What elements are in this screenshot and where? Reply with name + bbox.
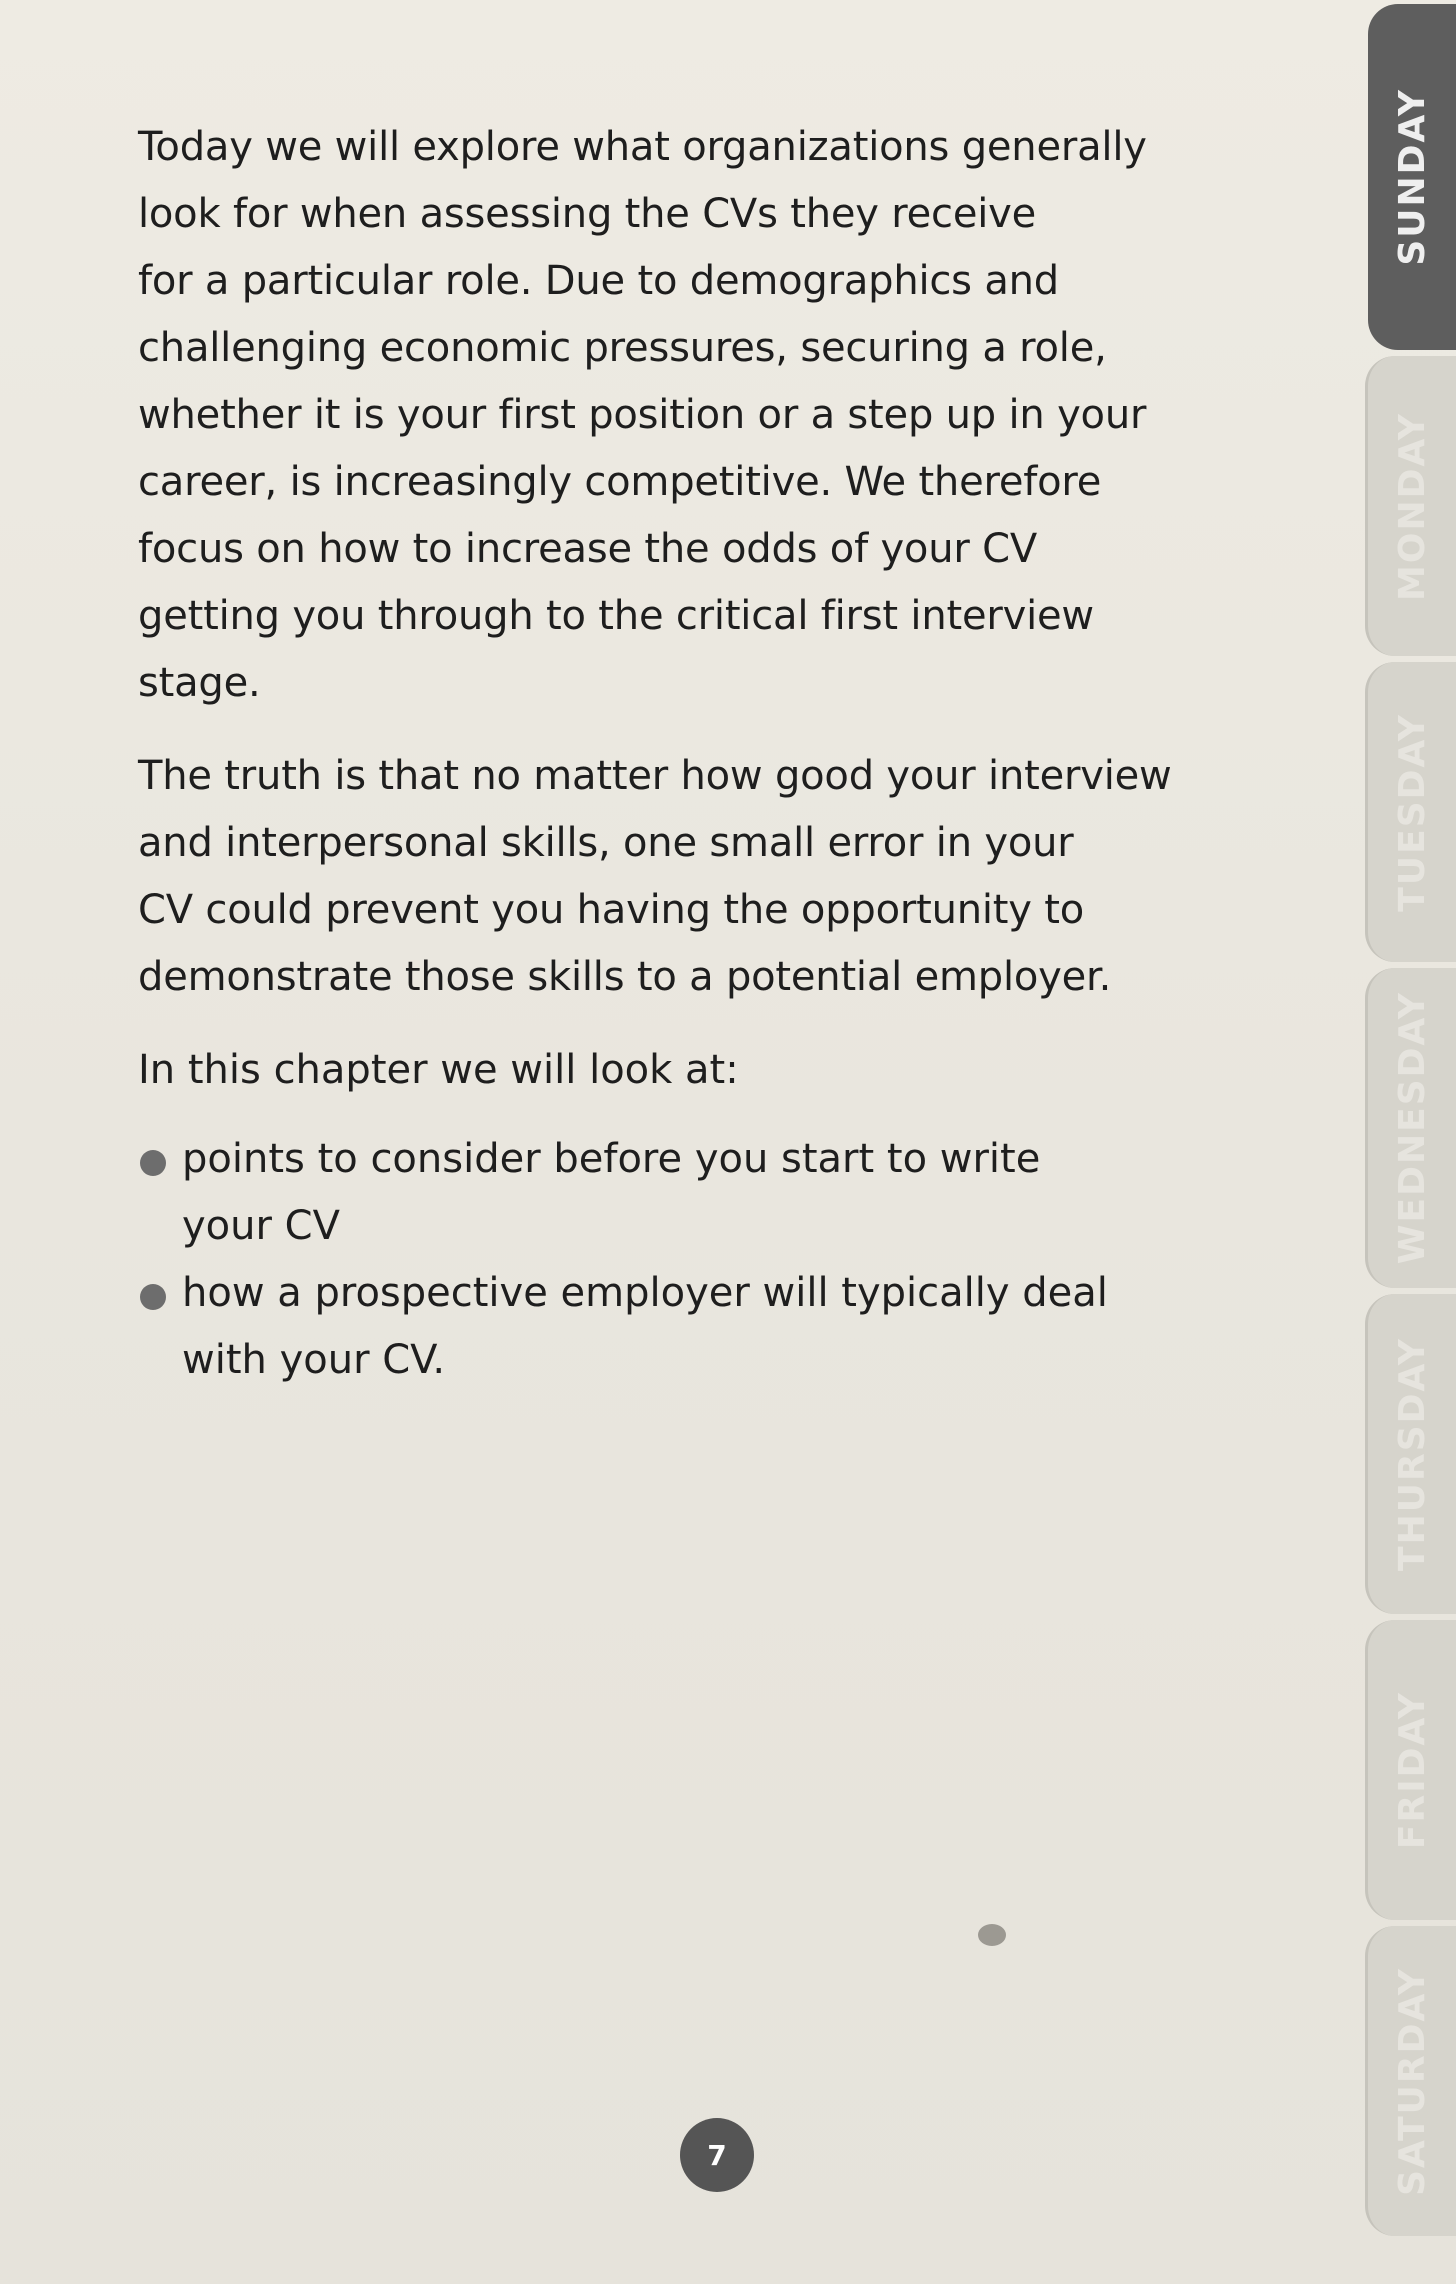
tab-sunday	[1368, 4, 1456, 350]
ink-smudge	[978, 1924, 1006, 1946]
text-line: whether it is your first position or a step up in your	[138, 392, 1147, 438]
bullet-icon	[140, 1150, 166, 1176]
tab-label: FRIDAY	[1391, 1690, 1433, 1850]
tab-label: THURSDAY	[1391, 1337, 1433, 1571]
text-line: how a prospective employer will typically deal	[182, 1270, 1108, 1316]
tab-label: MONDAY	[1391, 411, 1433, 601]
text-line: career, is increasingly competitive. We therefore	[138, 459, 1102, 505]
text-line: look for when assessing the CVs they receive	[138, 191, 1037, 237]
paragraph-1	[138, 114, 1298, 717]
tab-thursday	[1365, 1294, 1456, 1614]
text-line: with your CV.	[182, 1337, 446, 1383]
text-line: challenging economic pressures, securing a role,	[138, 325, 1107, 371]
tab-monday	[1365, 356, 1456, 656]
bullet-icon	[140, 1284, 166, 1310]
page-content	[138, 114, 1298, 1394]
text-line: points to consider before you start to write	[182, 1136, 1041, 1182]
text-line: and interpersonal skills, one small error in your	[138, 820, 1074, 866]
tab-label: TUESDAY	[1391, 712, 1433, 912]
tab-label: SUNDAY	[1391, 88, 1433, 266]
text-line: CV could prevent you having the opportunity to	[138, 887, 1085, 933]
text-line: stage.	[138, 660, 261, 706]
chapter-topics-list	[138, 1126, 1298, 1394]
list-item	[138, 1260, 1298, 1394]
tab-wednesday	[1365, 968, 1456, 1288]
text-line: Today we will explore what organizations generally	[138, 124, 1147, 170]
text-line: for a particular role. Due to demographics and	[138, 258, 1059, 304]
text-line: focus on how to increase the odds of your CV	[138, 526, 1038, 572]
text-line: The truth is that no matter how good your interview	[138, 753, 1172, 799]
text-line: demonstrate those skills to a potential employer.	[138, 954, 1112, 1000]
tab-label: WEDNESDAY	[1391, 991, 1433, 1265]
tab-label: SATURDAY	[1391, 1966, 1433, 2196]
tab-tuesday	[1365, 662, 1456, 962]
day-tabs	[1360, 0, 1456, 2284]
list-item	[138, 1126, 1298, 1260]
tab-friday	[1365, 1620, 1456, 1920]
list-intro: In this chapter we will look at:	[138, 1047, 739, 1093]
text-line: getting you through to the critical first interview	[138, 593, 1094, 639]
text-line: your CV	[182, 1203, 340, 1249]
tab-saturday	[1365, 1926, 1456, 2236]
paragraph-2	[138, 743, 1298, 1011]
page-number: 7	[680, 2118, 754, 2192]
